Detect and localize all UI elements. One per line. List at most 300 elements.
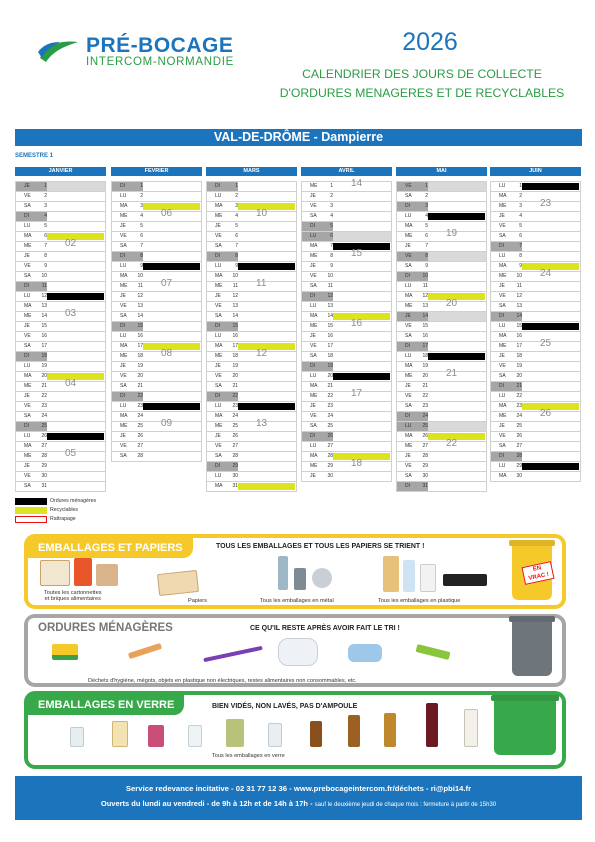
day-abbr: DI: [499, 312, 511, 321]
day-number: 10: [41, 273, 47, 279]
day-abbr: SA: [120, 453, 127, 459]
day-abbr: ME: [24, 313, 32, 319]
day-cell: [207, 411, 296, 421]
ordures-collection-marker: [428, 353, 485, 360]
day-number: 1: [44, 183, 47, 189]
day-cell: [397, 231, 486, 241]
day-abbr: LU: [120, 403, 127, 409]
day-number: 25: [327, 423, 333, 429]
day-abbr: LU: [120, 263, 127, 269]
day-abbr: MA: [310, 453, 318, 459]
day-number: 22: [226, 392, 238, 401]
day-cell: [491, 351, 580, 361]
day-number: 16: [422, 333, 428, 339]
day-cell: [302, 301, 391, 311]
day-cell: [207, 241, 296, 251]
day-abbr: ME: [215, 213, 223, 219]
day-number: 11: [232, 283, 238, 289]
day-abbr: VE: [405, 463, 412, 469]
week-number: 03: [65, 308, 77, 319]
day-abbr: MA: [310, 243, 318, 249]
day-cell: [16, 371, 105, 381]
day-abbr: VE: [120, 373, 127, 379]
day-cell: [491, 341, 580, 351]
day-cell: [397, 221, 486, 231]
day-cell: [302, 461, 391, 471]
day-number: 23: [41, 403, 47, 409]
day-cell: [302, 241, 391, 251]
day-cell: [16, 221, 105, 231]
day-number: 9: [140, 263, 143, 269]
title-line-1: CALENDRIER DES JOURS DE COLLECTE: [302, 67, 542, 81]
day-cell: [112, 241, 201, 251]
semester-label: SEMESTRE 1: [15, 153, 54, 159]
day-number: 31: [416, 482, 428, 491]
week-number: 20: [446, 298, 458, 309]
week-number: 23: [540, 198, 552, 209]
day-cell: [491, 271, 580, 281]
recyclables-collection-marker: [238, 483, 295, 490]
day-cell: [397, 211, 486, 221]
day-number: 5: [519, 223, 522, 229]
day-abbr: SA: [405, 333, 412, 339]
day-cell: [397, 411, 486, 421]
week-number: 09: [161, 418, 173, 429]
day-cell: [16, 411, 105, 421]
week-number: 15: [351, 248, 363, 259]
day-number: 5: [44, 223, 47, 229]
day-abbr: JE: [215, 223, 221, 229]
day-cell: [302, 381, 391, 391]
day-number: 7: [330, 243, 333, 249]
day-cell: [112, 251, 201, 261]
day-cell: [397, 311, 486, 321]
day-number: 26: [41, 433, 47, 439]
day-cell: [112, 391, 201, 401]
day-number: 12: [516, 293, 522, 299]
day-abbr: MA: [24, 233, 32, 239]
day-cell: [302, 321, 391, 331]
day-number: 1: [519, 183, 522, 189]
grey-bin-icon: [512, 620, 552, 676]
verre-caption: Tous les emballages en verre: [212, 753, 285, 759]
day-abbr: MA: [120, 413, 128, 419]
day-cell: [397, 381, 486, 391]
day-number: 22: [131, 392, 143, 401]
day-abbr: VE: [405, 323, 412, 329]
day-number: 17: [41, 343, 47, 349]
day-cell: [491, 371, 580, 381]
day-cell: [16, 461, 105, 471]
day-cell: [397, 191, 486, 201]
day-number: 28: [510, 452, 522, 461]
day-abbr: LU: [215, 193, 222, 199]
day-abbr: DI: [120, 392, 132, 401]
day-cell: [16, 291, 105, 301]
day-cell: [207, 391, 296, 401]
day-abbr: MA: [24, 373, 32, 379]
day-number: 25: [516, 423, 522, 429]
day-abbr: MA: [499, 333, 507, 339]
footer-hours-main: Ouverts du lundi au vendredi - de 9h à 12h et de 14h à 17h -: [100, 799, 315, 808]
day-number: 7: [235, 243, 238, 249]
week-number: 10: [256, 208, 268, 219]
month-header: JANVIER: [15, 167, 106, 176]
day-number: 9: [425, 263, 428, 269]
diaper-icon: [278, 638, 318, 666]
week-number: 16: [351, 318, 363, 329]
day-number: 30: [516, 473, 522, 479]
day-number: 17: [137, 343, 143, 349]
day-cell: [112, 231, 201, 241]
day-cell: [207, 451, 296, 461]
ordures-collection-marker: [522, 183, 579, 190]
day-abbr: VE: [310, 413, 317, 419]
clothespin-icon: [416, 644, 451, 660]
day-number: 26: [422, 433, 428, 439]
day-number: 3: [140, 203, 143, 209]
day-number: 23: [137, 403, 143, 409]
day-number: 16: [232, 333, 238, 339]
day-number: 19: [422, 363, 428, 369]
day-cell: [207, 181, 296, 191]
day-number: 19: [516, 363, 522, 369]
ordures-collection-marker: [47, 433, 104, 440]
day-number: 16: [327, 333, 333, 339]
day-number: 12: [232, 293, 238, 299]
day-abbr: JE: [310, 263, 316, 269]
day-number: 24: [232, 413, 238, 419]
month-column: [490, 167, 581, 482]
day-abbr: VE: [310, 203, 317, 209]
day-cell: [112, 211, 201, 221]
day-number: 30: [41, 473, 47, 479]
day-abbr: SA: [24, 343, 31, 349]
day-abbr: ME: [405, 303, 413, 309]
day-abbr: SA: [499, 233, 506, 239]
day-abbr: DI: [310, 432, 322, 441]
day-abbr: LU: [24, 293, 31, 299]
day-cell: [302, 211, 391, 221]
day-number: 25: [422, 423, 428, 429]
cap-plastique: Tous les emballages en plastique: [378, 598, 461, 604]
day-number: 5: [321, 222, 333, 231]
ordures-collection-marker: [238, 403, 295, 410]
day-cell: [491, 331, 580, 341]
day-abbr: LU: [215, 333, 222, 339]
day-number: 19: [321, 362, 333, 371]
day-abbr: MA: [24, 443, 32, 449]
day-abbr: VE: [215, 303, 222, 309]
day-number: 2: [425, 193, 428, 199]
day-number: 18: [137, 353, 143, 359]
day-abbr: JE: [24, 253, 30, 259]
day-cell: [16, 311, 105, 321]
day-abbr: JE: [310, 473, 316, 479]
day-abbr: MA: [120, 203, 128, 209]
day-number: 2: [140, 193, 143, 199]
day-cell: [207, 421, 296, 431]
day-number: 30: [232, 473, 238, 479]
day-cell: [302, 391, 391, 401]
day-number: 24: [416, 412, 428, 421]
day-abbr: JE: [24, 323, 30, 329]
day-number: 20: [137, 373, 143, 379]
day-abbr: ME: [499, 203, 507, 209]
day-cell: [302, 421, 391, 431]
day-abbr: ME: [24, 383, 32, 389]
day-cell: [302, 341, 391, 351]
day-abbr: JE: [120, 363, 126, 369]
wine-bottle-icon: [426, 703, 438, 747]
day-cell: [397, 181, 486, 191]
ordures-collection-marker: [238, 263, 295, 270]
day-cell: [302, 431, 391, 441]
day-number: 1: [425, 183, 428, 189]
day-cell: [397, 481, 486, 491]
day-number: 11: [137, 283, 143, 289]
day-abbr: ME: [120, 423, 128, 429]
week-number: 02: [65, 238, 77, 249]
day-number: 3: [235, 203, 238, 209]
day-abbr: VE: [120, 233, 127, 239]
day-cell: [207, 291, 296, 301]
day-number: 7: [425, 243, 428, 249]
day-number: 27: [422, 443, 428, 449]
day-cell: [397, 301, 486, 311]
day-number: 10: [232, 273, 238, 279]
day-abbr: VE: [405, 253, 412, 259]
day-cell: [112, 381, 201, 391]
month-column: [111, 167, 202, 462]
day-abbr: VE: [24, 263, 31, 269]
day-cell: [207, 431, 296, 441]
day-number: 13: [516, 303, 522, 309]
day-cell: [112, 191, 201, 201]
footer: [15, 776, 582, 820]
day-cell: [207, 331, 296, 341]
day-abbr: SA: [405, 263, 412, 269]
day-cell: [16, 211, 105, 221]
day-abbr: DI: [215, 392, 227, 401]
day-number: 22: [327, 393, 333, 399]
week-number: 14: [351, 178, 363, 189]
day-number: 5: [235, 223, 238, 229]
week-number: 04: [65, 378, 77, 389]
logo-name: PRÉ-BOCAGE: [86, 34, 234, 57]
day-cell: [491, 291, 580, 301]
day-cell: [397, 461, 486, 471]
day-abbr: DI: [24, 282, 36, 291]
day-abbr: MA: [215, 203, 223, 209]
day-cell: [16, 391, 105, 401]
day-number: 13: [422, 303, 428, 309]
day-abbr: ME: [215, 423, 223, 429]
day-number: 17: [232, 343, 238, 349]
day-cell: [302, 251, 391, 261]
day-cell: [491, 451, 580, 461]
cap-metal: Tous les emballages en métal: [260, 598, 334, 604]
day-abbr: ME: [310, 253, 318, 259]
month-header: MAI: [396, 167, 487, 176]
day-abbr: ME: [310, 463, 318, 469]
day-number: 13: [327, 303, 333, 309]
day-abbr: ME: [24, 453, 32, 459]
ordures-collection-marker: [47, 293, 104, 300]
medicine-bottle-icon: [310, 721, 322, 747]
day-number: 3: [330, 203, 333, 209]
day-abbr: ME: [310, 393, 318, 399]
day-number: 20: [516, 373, 522, 379]
glass-jar-icon: [188, 725, 202, 747]
day-cell: [302, 371, 391, 381]
day-cell: [16, 251, 105, 261]
jar-icon: [112, 721, 128, 747]
verre-title: EMBALLAGES EN VERRE: [28, 695, 184, 715]
day-number: 9: [519, 263, 522, 269]
day-cell: [491, 251, 580, 261]
day-cell: [491, 241, 580, 251]
day-number: 21: [510, 382, 522, 391]
day-number: 18: [35, 352, 47, 361]
day-cell: [112, 201, 201, 211]
month-column: [15, 167, 106, 492]
day-abbr: MA: [499, 403, 507, 409]
day-abbr: VE: [24, 473, 31, 479]
day-number: 22: [516, 393, 522, 399]
day-abbr: SA: [24, 203, 31, 209]
day-abbr: VE: [310, 273, 317, 279]
day-number: 29: [41, 463, 47, 469]
day-abbr: DI: [499, 242, 511, 251]
day-abbr: VE: [120, 303, 127, 309]
verre-subtitle: BIEN VIDÉS, NON LAVÉS, PAS D'AMPOULE: [212, 703, 358, 710]
day-cell: [16, 261, 105, 271]
day-number: 6: [425, 233, 428, 239]
day-abbr: DI: [120, 252, 132, 261]
day-number: 26: [137, 433, 143, 439]
day-abbr: LU: [405, 423, 412, 429]
day-abbr: SA: [310, 423, 317, 429]
day-abbr: VE: [24, 403, 31, 409]
day-cell: [397, 351, 486, 361]
day-cell: [397, 281, 486, 291]
title-line-2: D'ORDURES MENAGERES ET DE RECYCLABLES: [279, 86, 565, 100]
day-abbr: LU: [24, 433, 31, 439]
beer-bottle-icon: [384, 713, 396, 747]
day-abbr: VE: [405, 183, 412, 189]
day-cell: [397, 471, 486, 481]
day-cell: [112, 451, 201, 461]
week-number: 12: [256, 348, 268, 359]
week-number: 05: [65, 448, 77, 459]
day-number: 4: [140, 213, 143, 219]
ordures-collection-marker: [428, 213, 485, 220]
day-abbr: LU: [310, 303, 317, 309]
day-abbr: SA: [215, 313, 222, 319]
day-abbr: SA: [310, 353, 317, 359]
day-abbr: JE: [24, 183, 30, 189]
day-number: 14: [422, 313, 428, 319]
day-abbr: LU: [24, 223, 31, 229]
day-number: 24: [137, 413, 143, 419]
day-abbr: LU: [499, 463, 506, 469]
day-abbr: JE: [499, 353, 505, 359]
day-abbr: VE: [120, 443, 127, 449]
day-number: 7: [44, 243, 47, 249]
day-cell: [207, 211, 296, 221]
day-cell: [112, 351, 201, 361]
day-number: 30: [422, 473, 428, 479]
day-abbr: ME: [120, 213, 128, 219]
day-number: 11: [422, 283, 428, 289]
day-number: 28: [422, 453, 428, 459]
day-cell: [491, 471, 580, 481]
beer-bottle-icon: [348, 715, 360, 747]
day-number: 16: [516, 333, 522, 339]
ordures-title: ORDURES MÉNAGÈRES: [28, 618, 183, 638]
day-abbr: DI: [310, 362, 322, 371]
day-abbr: DI: [215, 182, 227, 191]
day-abbr: ME: [405, 443, 413, 449]
day-cell: [112, 261, 201, 271]
day-cell: [397, 341, 486, 351]
day-number: 14: [137, 313, 143, 319]
day-number: 10: [516, 273, 522, 279]
day-cell: [16, 241, 105, 251]
day-cell: [16, 191, 105, 201]
day-cell: [207, 261, 296, 271]
day-cell: [16, 351, 105, 361]
ordures-caption: Déchets d'hygiène, mégots, objets en plastique non électriques, restes alimentaires non consommables, etc.: [88, 678, 357, 684]
day-abbr: ME: [310, 323, 318, 329]
day-cell: [207, 441, 296, 451]
day-number: 24: [327, 413, 333, 419]
day-number: 13: [232, 303, 238, 309]
day-abbr: VE: [24, 193, 31, 199]
day-abbr: LU: [405, 213, 412, 219]
day-number: 29: [226, 462, 238, 471]
day-number: 8: [425, 253, 428, 259]
day-cell: [397, 431, 486, 441]
day-cell: [397, 291, 486, 301]
day-abbr: MA: [215, 343, 223, 349]
day-abbr: DI: [405, 482, 417, 491]
day-abbr: SA: [310, 283, 317, 289]
month-header: AVRIL: [301, 167, 392, 176]
day-number: 20: [422, 373, 428, 379]
day-cell: [491, 261, 580, 271]
day-cell: [207, 231, 296, 241]
day-abbr: JE: [499, 423, 505, 429]
day-number: 27: [137, 443, 143, 449]
day-abbr: JE: [405, 313, 411, 319]
day-abbr: MA: [215, 483, 223, 489]
day-number: 22: [41, 393, 47, 399]
calendar-grid: [15, 167, 582, 487]
day-number: 21: [137, 383, 143, 389]
day-abbr: JE: [24, 463, 30, 469]
day-number: 11: [35, 282, 47, 291]
day-number: 8: [44, 253, 47, 259]
day-cell: [491, 221, 580, 231]
day-abbr: DI: [310, 292, 322, 301]
day-abbr: JE: [310, 193, 316, 199]
day-abbr: DI: [405, 202, 417, 211]
day-cell: [491, 431, 580, 441]
day-abbr: MA: [405, 363, 413, 369]
day-cell: [397, 441, 486, 451]
